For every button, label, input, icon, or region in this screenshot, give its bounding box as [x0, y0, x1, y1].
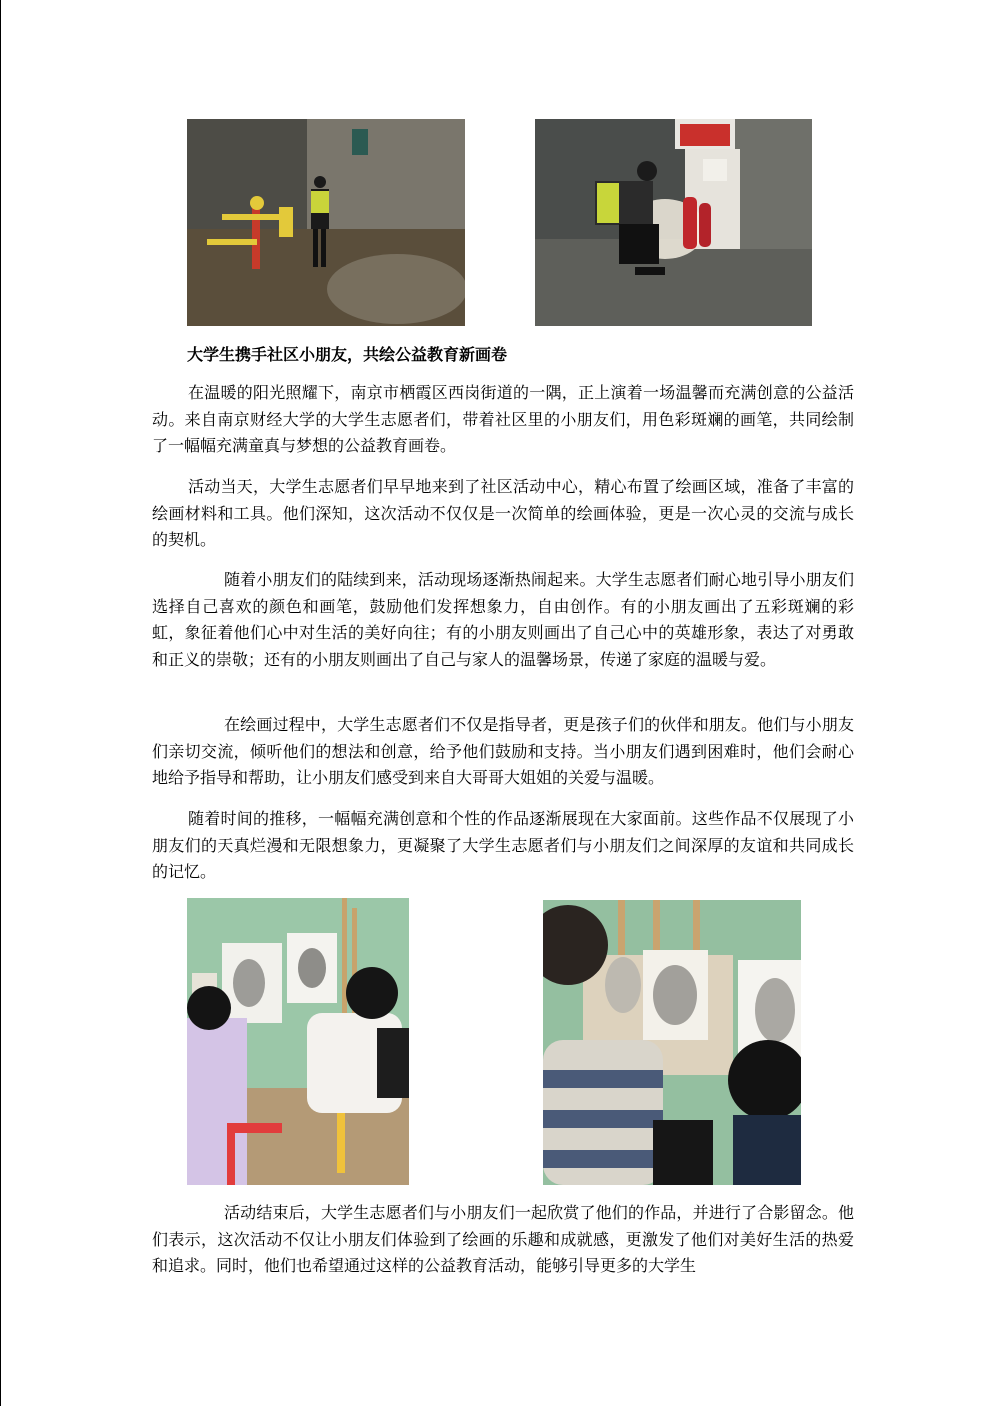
photo-night-patrol: [187, 119, 465, 326]
page-edge: [0, 0, 1, 1406]
photo-child-drawing-portrait: [543, 900, 801, 1185]
paragraph-6: 活动结束后，大学生志愿者们与小朋友们一起欣赏了他们的作品，并进行了合影留念。他们表示，这次活动不仅让小朋友们体验到了绘画的乐趣和成就感，更激发了他们对美好生活的热爱和追求。同时，他们也希望通过这样的公益教育活动，能够引导更多的大学生: [152, 1203, 854, 1275]
paragraph-2: 活动当天，大学生志愿者们早早地来到了社区活动中心，精心布置了绘画区域，准备了丰富的绘画材料和工具。他们深知，这次活动不仅仅是一次简单的绘画体验，更是一次心灵的交流与成长的契机。: [152, 477, 854, 549]
paragraph-4: 在绘画过程中，大学生志愿者们不仅是指导者，更是孩子们的伙伴和朋友。他们与小朋友们亲切交流，倾听他们的想法和创意，给予他们鼓励和支持。当小朋友们遇到困难时，他们会耐心地给予指导和帮助，让小朋友们感受到来自大哥哥大姐姐的关爱与温暖。: [152, 715, 854, 787]
article-title: 大学生携手社区小朋友，共绘公益教育新画卷: [187, 345, 508, 364]
photo-children-sketching: [187, 898, 409, 1185]
photo-fire-extinguisher-check: [535, 119, 812, 326]
paragraph-5: 随着时间的推移，一幅幅充满创意和个性的作品逐渐展现在大家面前。这些作品不仅展现了小朋友们的天真烂漫和无限想象力，更凝聚了大学生志愿者们与小朋友们之间深厚的友谊和共同成长的记忆。: [152, 809, 854, 881]
paragraph-1: 在温暖的阳光照耀下，南京市栖霞区西岗街道的一隅，正上演着一场温馨而充满创意的公益活动。来自南京财经大学的大学生志愿者们，带着社区里的小朋友们，用色彩斑斓的画笔，共同绘制了一幅幅充满童真与梦想的公益教育画卷。: [152, 383, 854, 455]
paragraph-3: 随着小朋友们的陆续到来，活动现场逐渐热闹起来。大学生志愿者们耐心地引导小朋友们选择自己喜欢的颜色和画笔，鼓励他们发挥想象力，自由创作。有的小朋友画出了五彩斑斓的彩虹，象征着他们心中对生活的美好向往；有的小朋友则画出了自己心中的英雄形象，表达了对勇敢和正义的崇敬；还有的小朋友则画出了自己与家人的温馨场景，传递了家庭的温暖与爱。: [152, 570, 854, 669]
